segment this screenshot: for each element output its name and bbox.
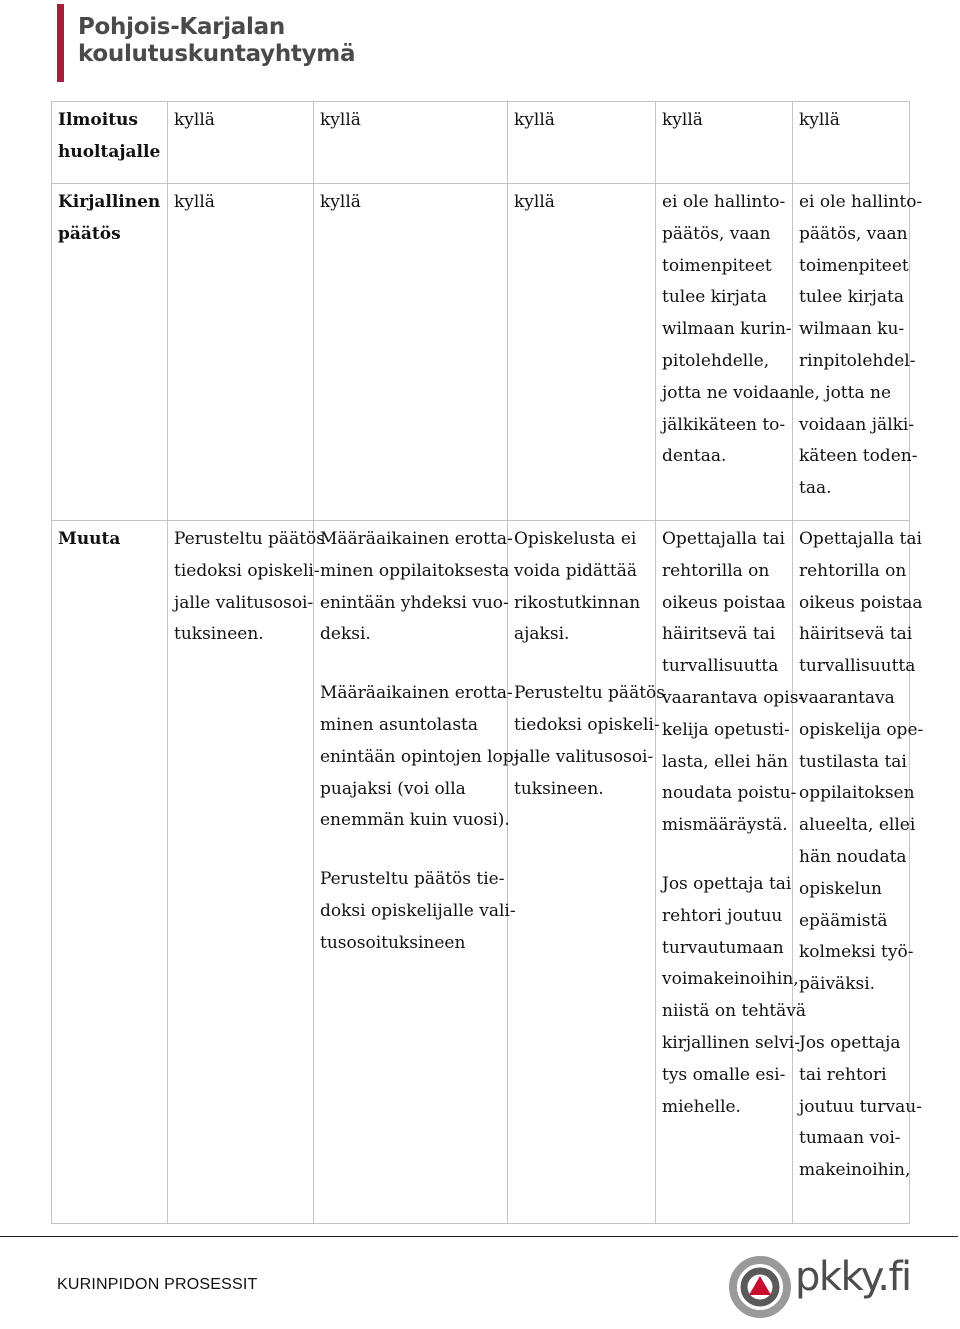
cell-paragraph: Perusteltu päätös tie- doksi opiskelijalle vali- tusosoituksineen [320,869,516,953]
paragraph-gap [799,1001,909,1028]
table-cell [793,521,924,1224]
cell-paragraph: kyllä [662,110,703,130]
table-cell [314,521,520,1224]
cell-paragraph: Opettajalla tai rehtorilla on oikeus poistaa häiritsevä tai turvallisuutta vaarantava opiskelija ope- tustilasta tai oppilaitoksen alueelta, ellei hän noudata opiskelun epäämistä kolmeksi työ- päiväksi. [799,529,924,995]
paragraph-gap [514,651,655,678]
org-name-line1: Pohjois-Karjalan [78,14,285,40]
cell-paragraph: Määräaikainen erotta- minen oppilaitoksesta enintään yhdeksi vuo- deksi. [320,529,513,645]
table-cell [508,184,656,521]
table-cell [314,102,508,184]
cell-paragraph: kyllä [799,110,840,130]
paragraph-gap [662,842,792,869]
cell-paragraph: ei ole hallinto- päätös, vaan toimenpiteet tulee kirjata wilmaan ku- rinpitolehdel- le, jotta ne voidaan jälki- käteen toden- taa. [799,192,923,499]
pkky-site-name: pkky.fi [795,1254,911,1300]
cell-paragraph: kyllä [174,110,215,130]
table-cell [314,184,508,521]
table-cell [508,102,656,184]
row-label: Kirjallinen päätös [58,192,161,244]
paragraph-gap [320,651,507,678]
table-cell [168,102,314,184]
row-label-cell [52,184,168,521]
row-label: Muuta [58,529,121,549]
cell-paragraph: kyllä [174,192,215,212]
cell-paragraph: Opiskelusta ei voida pidättää rikostutkinnan ajaksi. [514,529,641,645]
table-row [52,184,910,521]
cell-paragraph: kyllä [320,192,361,212]
footer-divider [0,1236,958,1237]
cell-paragraph: kyllä [514,192,555,212]
table-cell [656,184,801,521]
cell-paragraph: Määräaikainen erotta- minen asuntolasta enintään opintojen lop- puajaksi (voi olla enemmän kuin vuosi). [320,683,520,831]
table-cell [508,521,665,1224]
cell-paragraph: Jos opettaja tai rehtori joutuu turvautumaan voimakeinoihin, niistä on tehtävä kirjallinen selvi- tys omalle esi- miehelle. [662,873,807,1117]
row-label-cell [52,102,168,184]
paragraph-gap [320,837,507,864]
cell-paragraph: Opettajalla tai rehtorilla on oikeus poistaa häiritsevä tai turvallisuutta vaarantava opis- kelija opetusti- lasta, ellei hän noudata poistu- mismääräystä. [662,529,805,836]
table-cell [793,102,910,184]
table-row [52,521,910,1224]
row-label-cell [52,521,168,1224]
logo-red-triangle [749,1276,771,1295]
org-name-line2: koulutuskuntayhtymä [78,41,356,67]
table-cell [168,521,325,1224]
cell-paragraph: kyllä [514,110,555,130]
table-cell [656,521,807,1224]
pkky-logo-icon [728,1255,792,1319]
organization-logo-text [78,14,355,68]
table-cell [168,184,314,521]
footer-section-title: KURINPIDON PROSESSIT [57,1276,258,1293]
disciplinary-table [51,101,924,1224]
table-cell [793,184,923,521]
cell-paragraph: Jos opettaja tai rehtori joutuu turvau- tumaan voi- makeinoihin, [799,1032,922,1181]
cell-paragraph: kyllä [320,110,361,130]
cell-paragraph: Perusteltu päätös tiedoksi opiskeli- jalle valitusosoi- tuksineen. [514,683,665,799]
table-row [52,102,910,184]
brand-bar [57,4,64,82]
cell-paragraph: ei ole hallinto- päätös, vaan toimenpiteet tulee kirjata wilmaan kurin- pitolehdelle, jotta ne voidaan jälkikäteen to- dentaa. [662,192,801,467]
row-label: Ilmoitus huoltajalle [58,110,161,162]
table-cell [656,102,793,184]
cell-paragraph: Perusteltu päätös tiedoksi opiskeli- jalle valitusosoi- tuksineen. [174,529,325,645]
